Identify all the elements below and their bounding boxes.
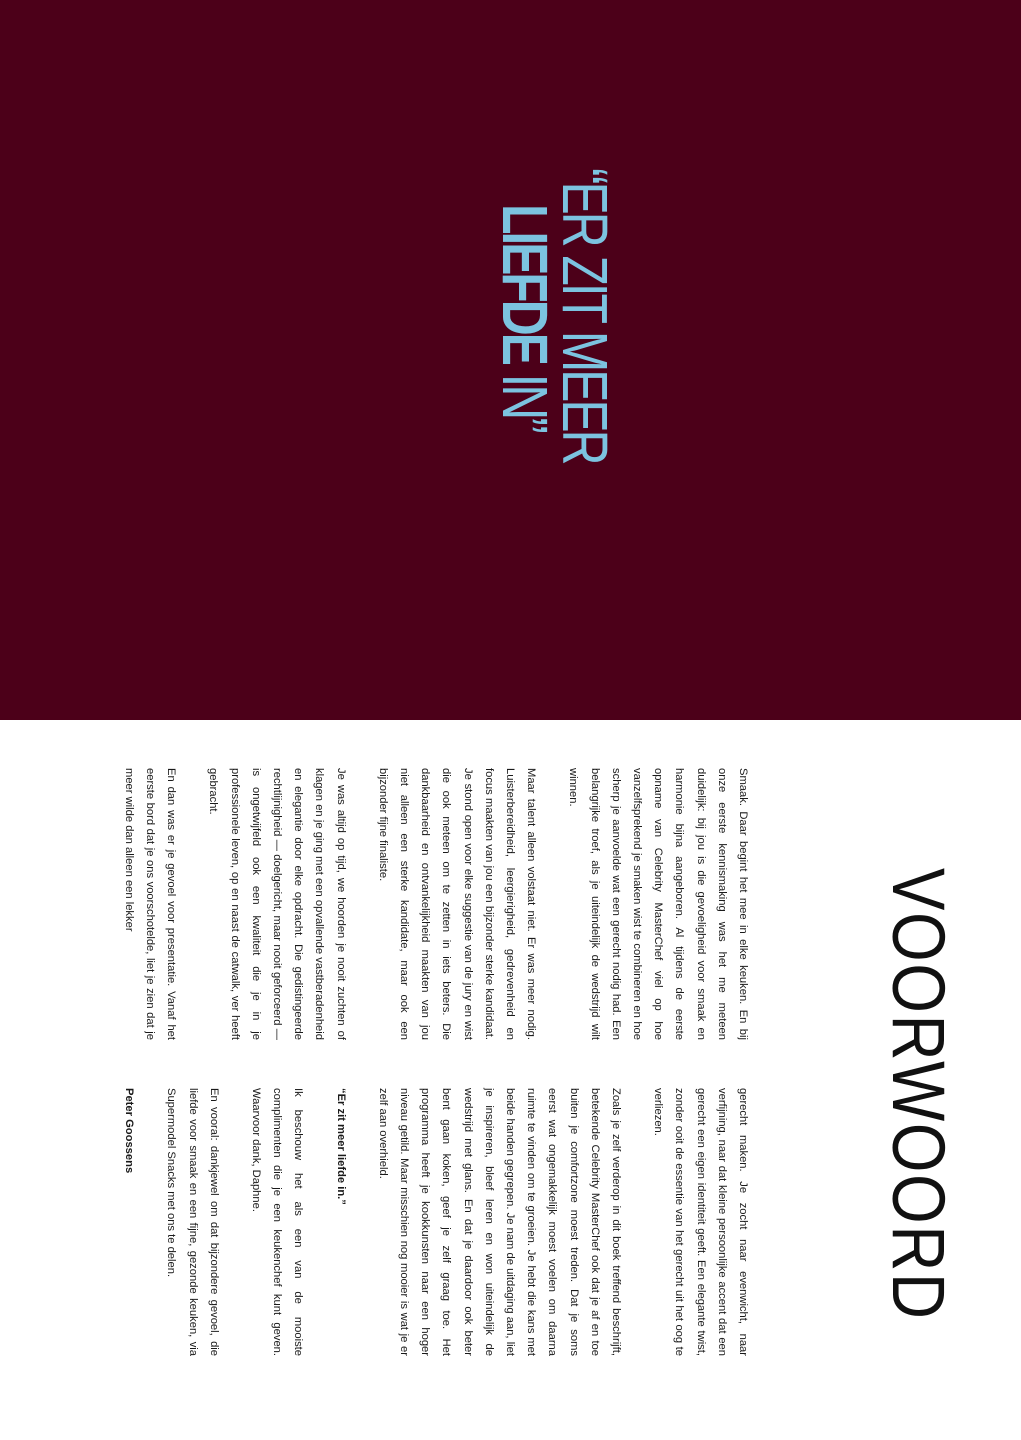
- text-column-1: [97, 768, 753, 1040]
- paragraph: Maar talent alleen volstaat niet. Er was meer nodig. Luisterbereidheid, leergierigheid, gedrevenheid en focus maakten van jou een bijzonder sterke kandidaat. Je stond open voor elke suggestie van de jury en wist die ook meteen om te zetten in iets beters. Die dankbaarheid en ontvankelijkheid maakten van jou niet alleen een sterke kandidate, maar ook een bijzonder fijne finaliste.: [376, 768, 538, 1040]
- page-title: VOORWOORD: [877, 868, 960, 1321]
- quote-line-2-rest: IN”: [489, 362, 561, 431]
- paragraph: gerecht maken. Je zocht naar evenwicht, naar verfijning, naar dat kleine persoonlijke accent dat een gerecht een eigen identiteit geeft. Een elegante twist, zonder ooit de essentie van het gerecht uit het oog te verliezen.: [652, 1088, 749, 1356]
- signature: Peter Goossens: [123, 1088, 136, 1174]
- quote-emphasis: LIEFDE: [489, 204, 561, 363]
- paragraph: Ik beschouw het als een van de mooiste complimenten die je een keukenchef kunt geven. Waarvoor dank, Daphne.: [249, 1088, 305, 1356]
- paragraph: Zoals je zelf verderop in dit boek treffend beschrijft, betekende Celebrity MasterChef ook dat je af en toe buiten je comfortzone moest treden. Dat je soms eerst wat ongemakkelijk moest voelen om daarna ruimte te vinden om te groeien. Je hebt die kans met beide handen gegrepen. Je nam de uitdaging aan, liet je inspireren, bleef leren en won uiteindelijk de wedstrijd met glans. En dat je daardoor ook beter bent gaan koken, geef je zelf graag toe. Het programma heeft je kookkunsten naar een hoger niveau getild. Maar misschien nog mooier is wat je er zelf aan overhield.: [376, 1088, 622, 1356]
- paragraph: En vooral: dankjewel om dat bijzondere gevoel, die liefde voor smaak en een fijne, gezonde keuken, via Supermodel Snacks met ons te delen.: [165, 1088, 220, 1356]
- pull-quote: “Er zit meer liefde in.”: [334, 1088, 347, 1205]
- paragraph: Smaak. Daar begint het mee in elke keuken. En bij onze eerste kennismaking was het me meteen duidelijk: bij jou is die gevoeligheid voor smaak en harmonie bijna aangeboren. Al tijdens de eerste opname van Celebrity MasterChef viel op hoe vanzelfsprekend je smaken wist te combineren en hoe scherp je aanvoelde wat een gerecht nodig had. Een belangrijke troef, als je uiteindelijk de wedstrijd wilt winnen.: [567, 768, 749, 1040]
- quote-line-1: “ER ZIT MEER: [549, 168, 621, 463]
- paragraph: En dan was er je gevoel voor presentatie. Vanaf het eerste bord dat je ons voorschotelde, liet je zien dat je meer wilde dan alleen een lekker: [122, 768, 178, 1040]
- paragraph: Je was altijd op tijd, we hoorden je nooit zuchten of klagen en je ging met een opvallende vastberadenheid en elegantie door elke opdracht. Die gedistingeerde rechtlijnigheid — doelgericht, maar nooit geforceerd — is ongetwijfeld ook een kwaliteit die je in je professionele leven, op en naast de catwalk, ver heeft gebracht.: [207, 768, 347, 1040]
- text-column-2: [97, 1088, 753, 1356]
